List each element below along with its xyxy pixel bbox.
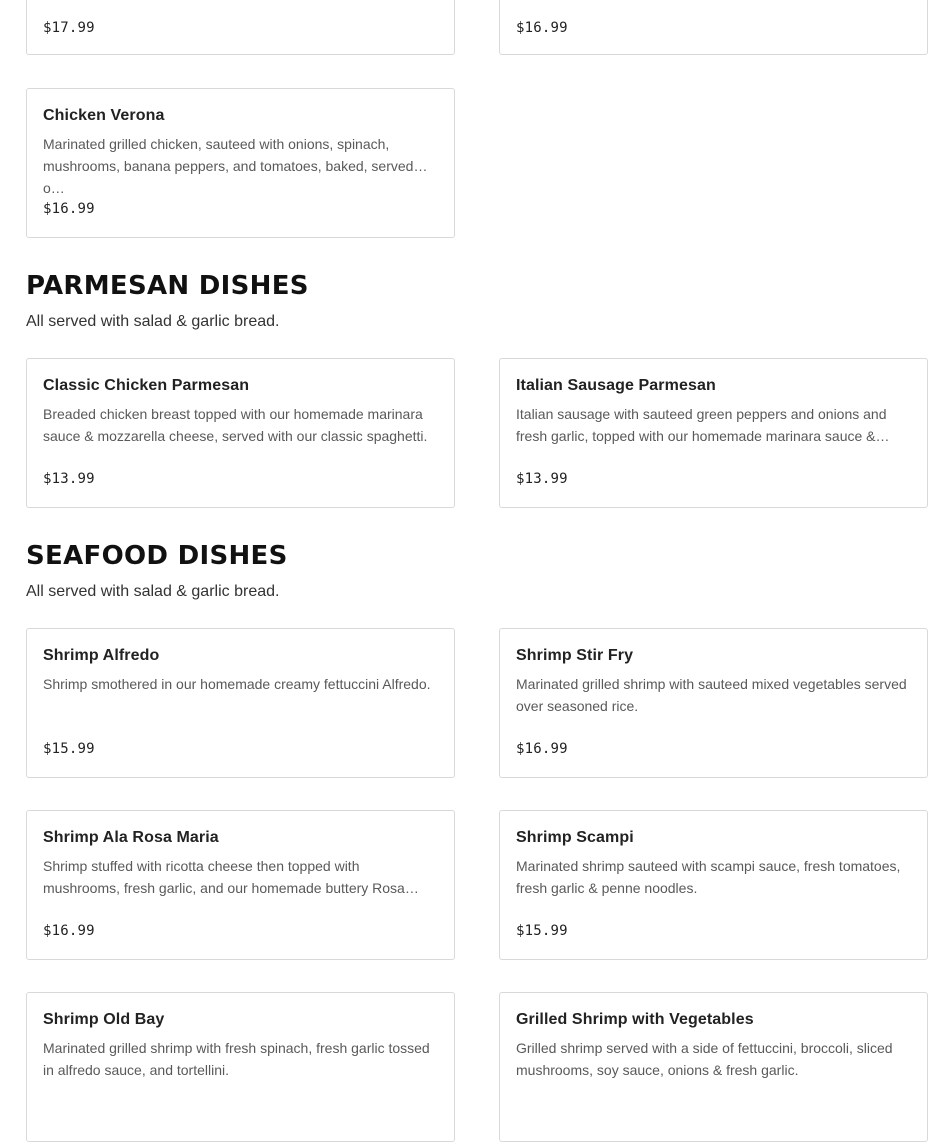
section-subtitle-parmesan: All served with salad & garlic bread.: [26, 313, 280, 330]
menu-item-price: $15.99: [516, 923, 568, 939]
menu-item-card[interactable]: [26, 88, 455, 238]
section-title-parmesan: PARMESAN DISHES: [26, 271, 309, 301]
menu-item-price: $16.99: [43, 201, 95, 217]
menu-item-card[interactable]: [499, 810, 928, 960]
menu-item-card[interactable]: [26, 810, 455, 960]
menu-item-price: $13.99: [43, 471, 95, 487]
menu-item-description: Marinated grilled shrimp with sauteed mixed vegetables served over seasoned rice.: [516, 676, 907, 714]
menu-item-name: Shrimp Old Bay: [43, 1011, 165, 1028]
menu-item-description: Marinated grilled shrimp with fresh spinach, fresh garlic tossed in alfredo sauce, and tortellini.: [43, 1040, 430, 1078]
menu-item-name: Chicken Verona: [43, 107, 165, 124]
menu-item-price: $15.99: [43, 741, 95, 757]
menu-item-card[interactable]: [26, 992, 455, 1142]
menu-item-price: $17.99: [43, 20, 95, 36]
menu-item-price: $16.99: [516, 741, 568, 757]
menu-item-card[interactable]: [26, 0, 455, 55]
menu-item-name: Grilled Shrimp with Vegetables: [516, 1011, 754, 1028]
menu-item-card[interactable]: [499, 358, 928, 508]
menu-item-description: Italian sausage with sauteed green peppers and onions and fresh garlic, topped with our homemade marinara sauce &…: [516, 406, 890, 444]
menu-item-card[interactable]: [26, 358, 455, 508]
menu-item-price: $16.99: [516, 20, 568, 36]
menu-item-card[interactable]: [499, 0, 928, 55]
menu-item-price: $13.99: [516, 471, 568, 487]
menu-item-card[interactable]: [499, 992, 928, 1142]
menu-item-description: Grilled shrimp served with a side of fettuccini, broccoli, sliced mushrooms, soy sauce, onions & fresh garlic.: [516, 1040, 893, 1078]
menu-item-name: Shrimp Stir Fry: [516, 647, 634, 664]
menu-item-name: Shrimp Alfredo: [43, 647, 160, 664]
menu-item-description: Marinated grilled chicken, sauteed with onions, spinach, mushrooms, banana peppers, and tomatoes, baked, served o…: [43, 136, 414, 196]
menu-item-name: Italian Sausage Parmesan: [516, 377, 716, 394]
menu-item-name: Classic Chicken Parmesan: [43, 377, 250, 394]
section-title-seafood: SEAFOOD DISHES: [26, 541, 288, 571]
menu-item-description: Marinated shrimp sauteed with scampi sauce, fresh tomatoes, fresh garlic & penne noodles.: [516, 858, 901, 896]
menu-item-card[interactable]: [26, 628, 455, 778]
menu-item-name: Shrimp Ala Rosa Maria: [43, 829, 219, 846]
menu-item-price: $16.99: [43, 923, 95, 939]
menu-item-card[interactable]: [499, 628, 928, 778]
menu-item-description: Shrimp smothered in our homemade creamy fettuccini Alfredo.: [43, 676, 431, 692]
menu-item-description: Breaded chicken breast topped with our homemade marinara sauce & mozzarella cheese, served with our classic spaghetti.: [43, 406, 428, 444]
section-subtitle-seafood: All served with salad & garlic bread.: [26, 583, 280, 600]
menu-item-name: Shrimp Scampi: [516, 829, 634, 846]
menu-item-description: Shrimp stuffed with ricotta cheese then topped with mushrooms, fresh garlic, and our homemade buttery Rosa…: [43, 858, 419, 896]
